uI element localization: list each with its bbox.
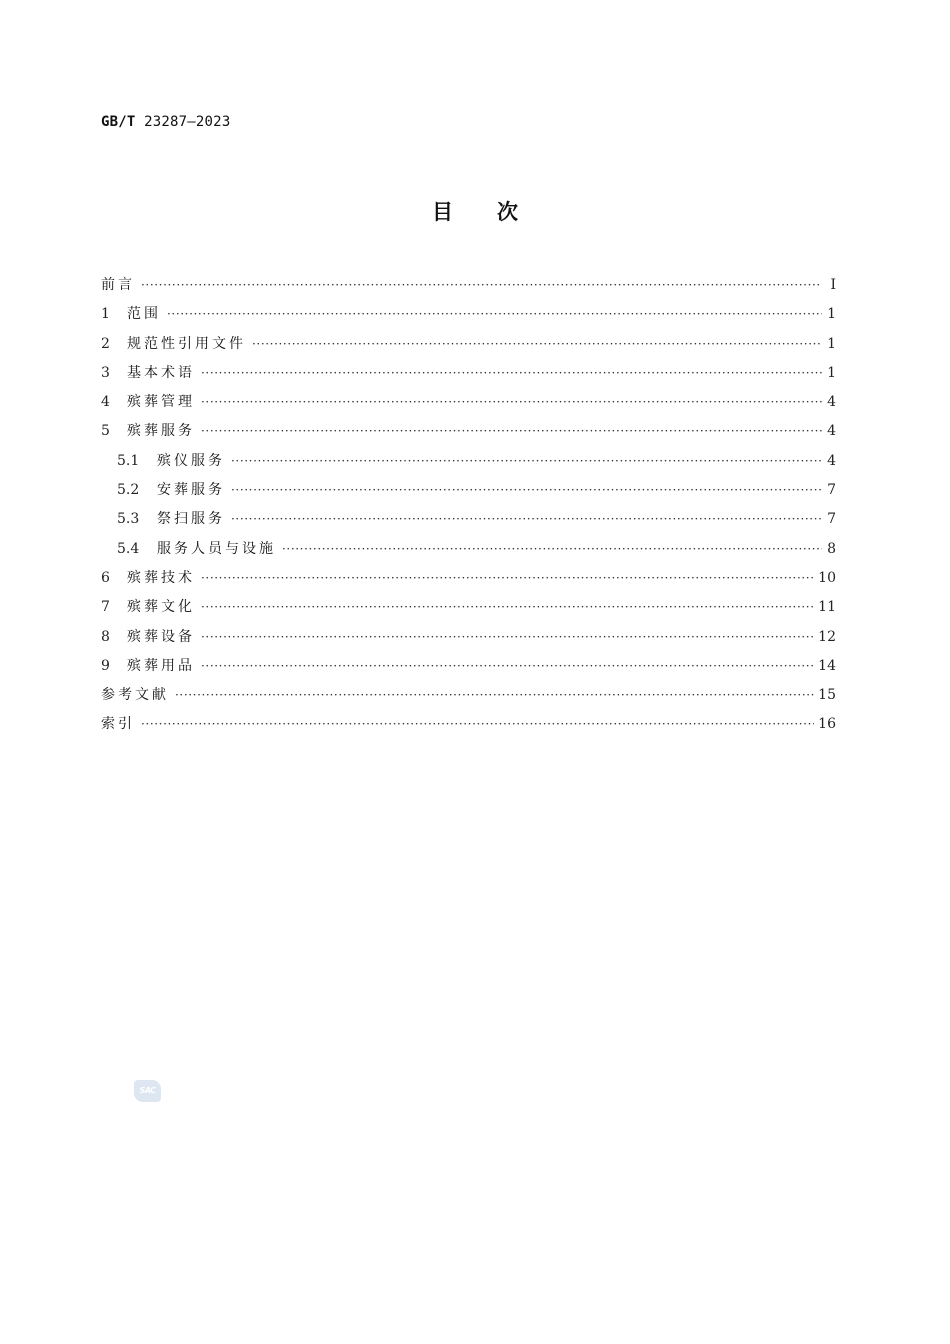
toc-dot-leader (201, 362, 822, 384)
sac-watermark-logo: SAC (134, 1080, 161, 1102)
toc-entry-text: 殡葬技术 (127, 569, 195, 586)
toc-entry-text: 殡葬设备 (127, 628, 195, 645)
toc-entry-text: 基本术语 (127, 364, 195, 381)
toc-page-number: 8 (827, 540, 836, 557)
toc-entry-number: 5.3 (117, 511, 140, 528)
toc-entry-number: 8 (101, 628, 110, 645)
toc-dot-leader (141, 274, 822, 296)
toc-page-number: 12 (818, 628, 836, 645)
toc-page-number: 1 (827, 335, 836, 352)
toc-dot-leader (282, 538, 822, 560)
toc-entry-1[interactable] (101, 303, 836, 332)
toc-entry-number: 5 (101, 423, 110, 440)
toc-entry-text: 安葬服务 (157, 482, 225, 499)
toc-dot-leader (201, 391, 822, 413)
toc-page-number: 4 (827, 452, 836, 469)
toc-entry-number: 4 (101, 394, 110, 411)
toc-entry-text: 服务人员与设施 (157, 540, 276, 557)
toc-entry-2[interactable] (101, 333, 836, 362)
toc-page-number: 10 (818, 569, 836, 586)
toc-entry-9[interactable] (101, 655, 836, 684)
toc-entry-4[interactable] (101, 391, 836, 420)
toc-entry-number: 1 (101, 306, 110, 323)
toc-dot-leader (175, 684, 814, 706)
toc-entry-number: 7 (101, 599, 110, 616)
toc-entry-text: 殡葬用品 (127, 657, 195, 674)
toc-dot-leader (231, 479, 822, 501)
toc-entry-number: 6 (101, 569, 110, 586)
toc-dot-leader (231, 450, 822, 472)
toc-dot-leader (167, 303, 822, 325)
toc-entry-text: 殡葬管理 (127, 394, 195, 411)
toc-entry-number: 5.1 (117, 452, 140, 469)
toc-dot-leader (201, 567, 814, 589)
toc-dot-leader (201, 596, 814, 618)
toc-dot-leader (201, 655, 814, 677)
toc-dot-leader (252, 333, 822, 355)
toc-dot-leader (141, 713, 814, 735)
toc-page-number: 14 (818, 657, 836, 674)
toc-page-number: 1 (827, 306, 836, 323)
toc-entry-text: 祭扫服务 (157, 511, 225, 528)
standard-prefix: GB/T (101, 114, 136, 130)
toc-entry-text: 参考文献 (101, 687, 169, 704)
toc-entry-index[interactable] (101, 713, 836, 742)
toc-entry-text: 殡仪服务 (157, 452, 225, 469)
toc-entry-text: 规范性引用文件 (127, 335, 246, 352)
table-of-contents (101, 274, 836, 743)
toc-page-number: 16 (818, 716, 836, 733)
standard-code (101, 114, 230, 130)
toc-entry-bibliography[interactable] (101, 684, 836, 713)
toc-dot-leader (201, 420, 822, 442)
toc-entry-5[interactable] (101, 420, 836, 449)
toc-entry-5-2[interactable] (101, 479, 836, 508)
page-title: 目次 (432, 200, 562, 224)
toc-entry-number: 3 (101, 364, 110, 381)
toc-entry-5-3[interactable] (101, 508, 836, 537)
toc-entry-text: 范围 (127, 306, 161, 323)
toc-entry-preface[interactable] (101, 274, 836, 303)
toc-page-number: 15 (818, 687, 836, 704)
toc-dot-leader (201, 626, 814, 648)
toc-entry-8[interactable] (101, 626, 836, 655)
toc-entry-number: 5.2 (117, 482, 140, 499)
toc-page-number: 4 (827, 423, 836, 440)
toc-page-number: 7 (827, 482, 836, 499)
toc-page-number: 4 (827, 394, 836, 411)
toc-entry-text: 索引 (101, 716, 135, 733)
toc-entry-7[interactable] (101, 596, 836, 625)
toc-entry-number: 9 (101, 657, 110, 674)
toc-page-number: 7 (827, 511, 836, 528)
toc-entry-5-1[interactable] (101, 450, 836, 479)
toc-page-number: 1 (827, 364, 836, 381)
toc-entry-text: 殡葬文化 (127, 599, 195, 616)
toc-entry-number: 5.4 (117, 540, 140, 557)
toc-entry-3[interactable] (101, 362, 836, 391)
toc-entry-5-4[interactable] (101, 538, 836, 567)
toc-entry-text: 前言 (101, 277, 135, 293)
toc-page-number: Ⅰ (830, 277, 836, 293)
toc-entry-number: 2 (101, 335, 110, 352)
toc-page-number: 11 (818, 599, 836, 616)
toc-entry-6[interactable] (101, 567, 836, 596)
standard-number: 23287—2023 (144, 114, 231, 130)
toc-entry-text: 殡葬服务 (127, 423, 195, 440)
toc-dot-leader (231, 508, 822, 530)
